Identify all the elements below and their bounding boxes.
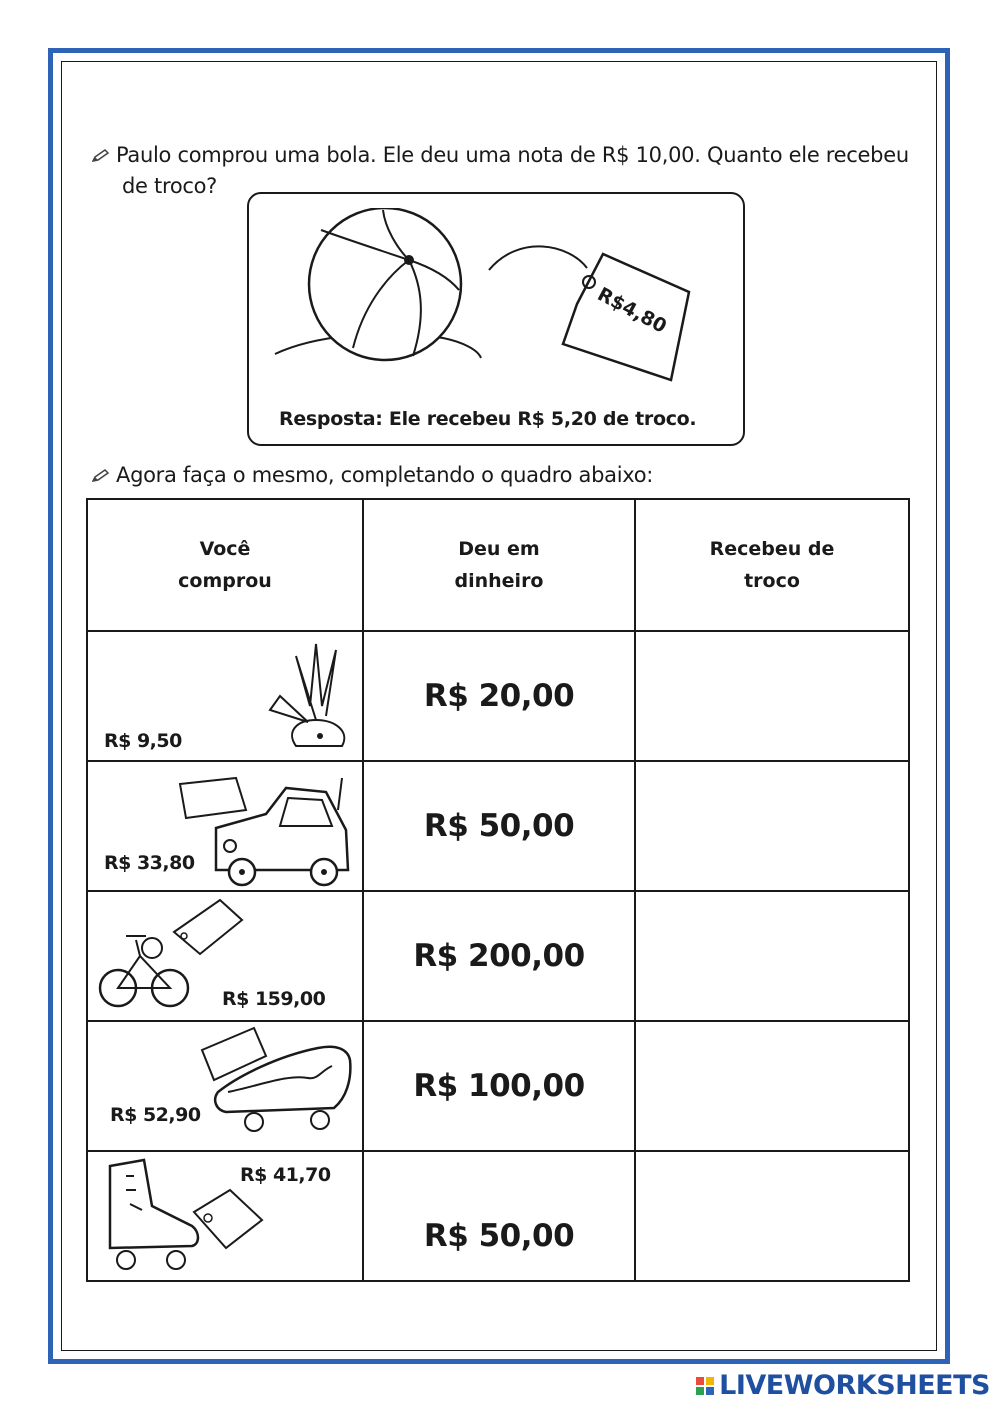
table-row [87, 1021, 909, 1151]
item-cell [87, 761, 363, 891]
item-price: R$ 33,80 [104, 852, 195, 874]
question-2-text: Agora faça o mesmo, completando o quadro abaixo: [116, 463, 654, 487]
question-2 [92, 460, 653, 491]
table-row [87, 1151, 909, 1281]
table-header-row [87, 499, 909, 631]
pencil-icon [92, 461, 112, 491]
change-cell[interactable] [635, 631, 909, 761]
header-change: Recebeu de troco [635, 499, 909, 631]
pencil-icon [92, 141, 112, 171]
sneaker-icon [198, 1026, 358, 1144]
header-paid: Deu em dinheiro [363, 499, 635, 631]
plant-pot-icon [266, 636, 356, 754]
change-cell[interactable] [635, 1151, 909, 1281]
table-row [87, 891, 909, 1021]
paid-cell: R$ 50,00 [363, 1151, 635, 1281]
question-1-line-1: Paulo comprou uma bola. Ele deu uma nota de R$ 10,00. Quanto ele recebeu [116, 143, 909, 167]
example-answer: Resposta: Ele recebeu R$ 5,20 de troco. [279, 408, 697, 430]
paid-cell: R$ 50,00 [363, 761, 635, 891]
beach-ball-icon [273, 208, 483, 388]
header-you-bought: Você comprou [87, 499, 363, 631]
item-price: R$ 9,50 [104, 730, 182, 752]
change-table [86, 498, 910, 1282]
tag-price: R$4,80 [593, 283, 671, 338]
table-row [87, 631, 909, 761]
paid-cell: R$ 200,00 [363, 891, 635, 1021]
toy-car-icon [176, 770, 356, 888]
change-cell[interactable] [635, 761, 909, 891]
change-cell[interactable] [635, 1021, 909, 1151]
item-price: R$ 159,00 [222, 988, 326, 1010]
item-price: R$ 52,90 [110, 1104, 201, 1126]
change-cell[interactable] [635, 891, 909, 1021]
item-cell [87, 891, 363, 1021]
item-cell [87, 1021, 363, 1151]
table-row [87, 761, 909, 891]
paid-cell: R$ 100,00 [363, 1021, 635, 1151]
item-cell [87, 631, 363, 761]
price-tag-icon [479, 234, 719, 384]
logo-mark-icon [696, 1377, 714, 1395]
example-box [247, 192, 745, 446]
paid-cell: R$ 20,00 [363, 631, 635, 761]
logo-text: LIVEWORKSHEETS [719, 1370, 990, 1401]
item-cell [87, 1151, 363, 1281]
question-1-line-2: de troco? [122, 174, 218, 198]
item-price: R$ 41,70 [240, 1164, 331, 1186]
liveworksheets-logo [696, 1370, 990, 1401]
